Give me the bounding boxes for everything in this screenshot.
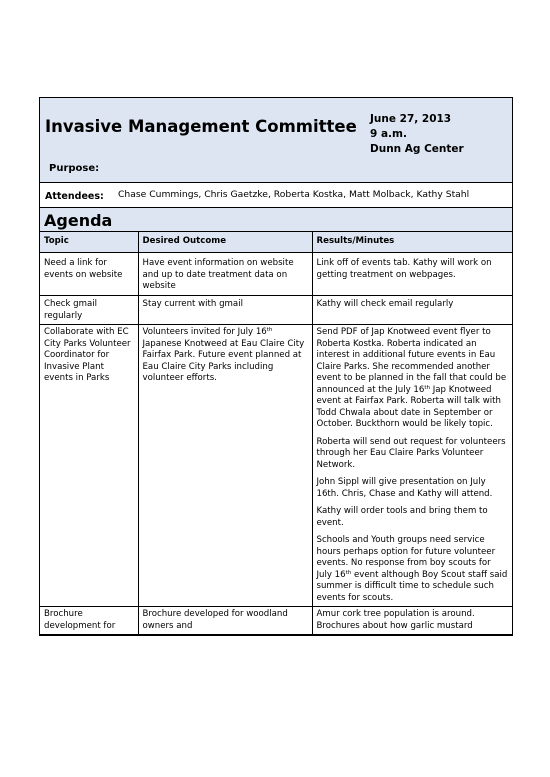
table-row <box>40 325 512 607</box>
ordinal-suffix: th <box>424 384 430 391</box>
attendees-names: Chase Cummings, Chris Gaetzke, Roberta Kostka, Matt Molback, Kathy Stahl <box>118 189 470 200</box>
attendees-label: Attendees: <box>45 191 104 202</box>
topic-cell: Need a link for events on website <box>40 253 138 296</box>
results-cell: Link off of events tab. Kathy will work on getting treatment on webpages. <box>312 253 512 296</box>
topic-cell: Collaborate with EC City Parks Volunteer Coordinator for Invasive Plant events in Parks <box>40 325 138 607</box>
column-header-topic: Topic <box>40 232 138 253</box>
purpose-label: Purpose: <box>49 163 100 174</box>
column-header-results: Results/Minutes <box>312 232 512 253</box>
results-cell: Kathy will check email regularly <box>312 296 512 325</box>
meeting-details <box>370 112 464 157</box>
attendees-row <box>40 183 512 208</box>
outcome-cell: Brochure developed for woodland owners and <box>138 607 312 635</box>
results-cell: Amur cork tree population is around. Brochures about how garlic mustard <box>312 607 512 635</box>
table-row <box>40 253 512 296</box>
meeting-location: Dunn Ag Center <box>370 143 464 155</box>
results-paragraph: John Sippl will give presentation on July 16th. Chris, Chase and Kathy will attend. <box>316 477 493 499</box>
document-header <box>40 98 512 183</box>
agenda-heading: Agenda <box>40 208 512 232</box>
table-header-row <box>40 232 512 253</box>
results-paragraph <box>317 535 509 604</box>
table-row <box>40 607 512 635</box>
meeting-date: June 27, 2013 <box>370 113 452 125</box>
column-header-desired-outcome: Desired Outcome <box>138 232 312 253</box>
results-paragraph <box>317 327 509 431</box>
topic-cell: Check gmail regularly <box>40 296 138 325</box>
outcome-cell: Stay current with gmail <box>138 296 312 325</box>
meeting-agenda-document <box>39 97 513 636</box>
results-cell <box>312 325 512 607</box>
outcome-cell <box>138 325 312 607</box>
results-text-start: Send PDF of Jap Knotweed event flyer to Roberta Kostka. Roberta indicated an interest in additional future events in Eau Claire Parks. She recommended another event to be planned in the fall that could be announced at the July 16 <box>316 327 507 395</box>
outcome-text-start: Volunteers invited for July 16 <box>142 327 267 337</box>
results-paragraph: Roberta will send out request for volunteers through her Eau Claire Parks Volunteer Network. <box>316 436 506 470</box>
outcome-text-end: Japanese Knotweed at Eau Claire City Fairfax Park. Future event planned at Eau Claire City Parks including volunteer efforts. <box>142 338 305 383</box>
results-paragraph: Kathy will order tools and bring them to event. <box>316 506 488 528</box>
table-row <box>40 296 512 325</box>
meeting-time: 9 a.m. <box>370 128 407 140</box>
ordinal-suffix: th <box>266 327 273 333</box>
topic-cell: Brochure development for <box>40 607 138 635</box>
agenda-table <box>40 232 512 635</box>
results-text-end: event although Boy Scout staff said summer is difficult time to schedule such events for scouts. <box>316 569 508 603</box>
results-text-start: Schools and Youth groups need service hours perhaps option for future volunteer events. No response from boy scouts for July 16 <box>316 535 496 580</box>
outcome-cell: Have event information on website and up to date treatment data on website <box>138 253 312 296</box>
results-text-end: Jap Knotweed event at Fairfax Park. Roberta will talk with Todd Chwala about date in September or October. Buckthorn would be likely topic. <box>316 384 501 429</box>
committee-title: Invasive Management Committee <box>45 117 357 136</box>
ordinal-suffix: th <box>345 569 352 576</box>
